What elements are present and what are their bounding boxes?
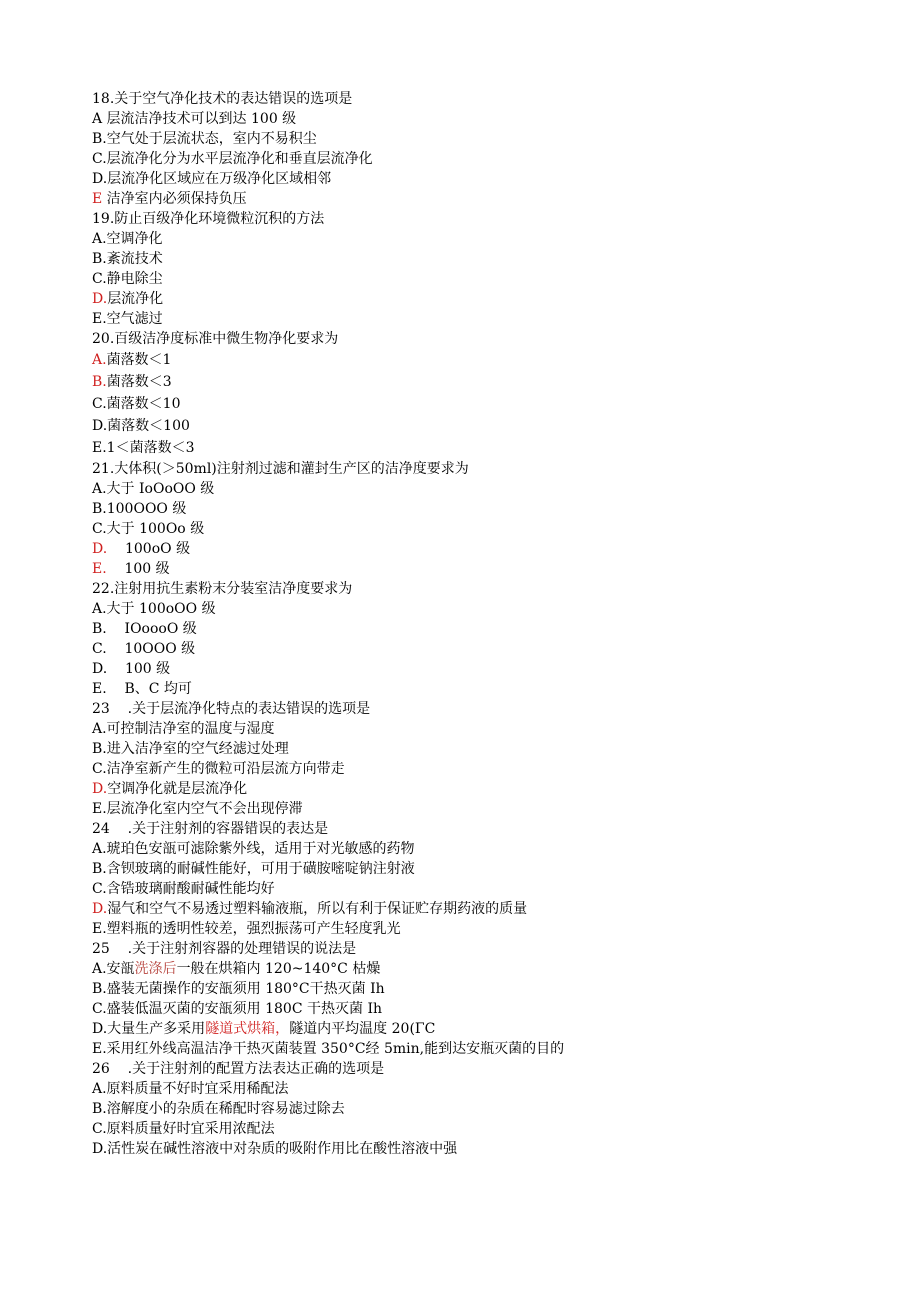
text-segment: 菌落数＜1 (106, 352, 172, 368)
text-line (92, 289, 852, 309)
text-segment: B.进入洁净室的空气经滤过处理 (92, 741, 289, 757)
text-segment: D.活性炭在碱性溶液中对杂质的吸附作用比在酸性溶液中强 (92, 1141, 458, 1157)
text-line (92, 479, 852, 499)
text-segment: C.原料质量好时宜采用浓配法 (92, 1121, 275, 1137)
text-line (92, 415, 852, 437)
text-line (92, 309, 852, 329)
text-segment: 菌落数＜3 (106, 374, 172, 390)
text-segment: D.菌落数＜100 (92, 418, 190, 434)
text-line (92, 559, 852, 579)
text-line (92, 1079, 852, 1099)
text-segment: A.琥珀色安瓿可滤除紫外线，适用于对光敏感的药物 (92, 841, 415, 857)
text-segment: 25 .关于注射剂容器的处理错误的说法是 (92, 941, 357, 957)
text-segment: 湿气和空气不易透过塑料输液瓶，所以有利于保证贮存期药液的质量 (107, 901, 528, 917)
text-line (92, 699, 852, 719)
text-segment: B.100OOO 级 (92, 501, 187, 517)
text-segment: E.塑料瓶的透明性较差，强烈振荡可产生轻度乳光 (92, 921, 401, 937)
text-line (92, 619, 852, 639)
text-segment: 一般在烘箱内 120~140°C 枯燥 (176, 961, 381, 977)
text-segment: C.菌落数＜10 (92, 396, 181, 412)
text-line (92, 349, 852, 371)
text-line (92, 679, 852, 699)
text-segment: 20.百级洁净度标准中微生物净化要求为 (92, 331, 339, 347)
text-line (92, 759, 852, 779)
text-segment: B.空气处于层流状态，室内不易积尘 (92, 131, 317, 147)
text-line (92, 189, 852, 209)
text-segment: 18.关于空气净化技术的表达错误的选项是 (92, 91, 353, 107)
text-line (92, 269, 852, 289)
text-line (92, 329, 852, 349)
text-line (92, 899, 852, 919)
text-segment: C.层流净化分为水平层流净化和垂直层流净化 (92, 151, 373, 167)
text-line (92, 839, 852, 859)
answer-marker: D. (92, 291, 108, 307)
text-line (92, 819, 852, 839)
text-segment: 22.注射用抗生素粉末分装室洁净度要求为 (92, 581, 353, 597)
text-segment: B.盛装无菌操作的安瓿须用 180°C干热灭菌 Ih (92, 981, 385, 997)
text-segment: E.采用红外线高温洁净干热灭菌装置 350°C经 5min,能到达安瓶灭菌的目的 (92, 1041, 565, 1057)
text-line (92, 779, 852, 799)
answer-marker: 隧道式烘箱， (205, 1021, 290, 1037)
text-segment: A.大于 IoOoOO 级 (92, 481, 215, 497)
text-segment: E.空气滤过 (92, 311, 163, 327)
text-segment: D.大量生产多采用 (92, 1021, 206, 1037)
text-line (92, 499, 852, 519)
text-segment: A 层流洁净技术可以到达 100 级 (92, 111, 297, 127)
answer-marker: D. (92, 781, 108, 797)
text-line (92, 393, 852, 415)
text-line (92, 109, 852, 129)
text-line (92, 1039, 852, 1059)
text-segment: C.大于 100Oo 级 (92, 521, 205, 537)
text-segment: B. IOoooO 级 (92, 621, 197, 637)
text-line (92, 459, 852, 479)
text-segment: D.层流净化区域应在万级净化区域相邻 (92, 171, 332, 187)
text-line (92, 1059, 852, 1079)
text-line (92, 169, 852, 189)
answer-marker: D. (92, 541, 108, 557)
text-line (92, 979, 852, 999)
text-segment: C.静电除尘 (92, 271, 163, 287)
text-line (92, 719, 852, 739)
text-line (92, 599, 852, 619)
answer-marker: 洗涤后 (134, 961, 177, 977)
text-line (92, 939, 852, 959)
text-segment: D. 100 级 (92, 661, 171, 677)
text-line (92, 129, 852, 149)
text-line (92, 1139, 852, 1159)
text-line (92, 579, 852, 599)
text-line (92, 999, 852, 1019)
text-segment: 洁净室内必须保持负压 (102, 191, 247, 207)
text-line (92, 859, 852, 879)
text-segment: C.含锆玻璃耐酸耐碱性能均好 (92, 881, 275, 897)
text-line (92, 519, 852, 539)
answer-marker: A. (92, 352, 107, 368)
text-segment: 21.大体积(＞50ml)注射剂过滤和灌封生产区的洁净度要求为 (92, 461, 469, 477)
text-line (92, 371, 852, 393)
text-line (92, 919, 852, 939)
text-line (92, 209, 852, 229)
text-segment: E. B、C 均可 (92, 681, 192, 697)
text-line (92, 739, 852, 759)
text-segment: E.层流净化室内空气不会出现停滞 (92, 801, 303, 817)
text-segment: 100 级 (106, 561, 170, 577)
text-segment: 隧道内平均温度 20(ΓC (289, 1021, 436, 1037)
text-line (92, 799, 852, 819)
text-segment: C.洁净室新产生的微粒可沿层流方向带走 (92, 761, 345, 777)
text-segment: B.溶解度小的杂质在稀配时容易滤过除去 (92, 1101, 345, 1117)
text-line (92, 959, 852, 979)
text-line (92, 149, 852, 169)
text-segment: C.盛装低温灭菌的安瓿须用 180C 干热灭菌 Ih (92, 1001, 382, 1017)
text-segment: 空调净化就是层流净化 (107, 781, 248, 797)
text-segment: A.原料质量不好时宜采用稀配法 (92, 1081, 289, 1097)
text-segment: 层流净化 (107, 291, 164, 307)
text-segment: C. 10OOO 级 (92, 641, 196, 657)
text-segment: A.大于 100oOO 级 (92, 601, 216, 617)
answer-marker: E. (92, 561, 107, 577)
text-segment: A.空调净化 (92, 231, 163, 247)
answer-marker: D. (92, 901, 108, 917)
text-line (92, 659, 852, 679)
text-line (92, 1099, 852, 1119)
answer-marker: E (92, 191, 103, 207)
text-line (92, 879, 852, 899)
text-segment: 23 .关于层流净化特点的表达错误的选项是 (92, 701, 371, 717)
text-segment: 100oO 级 (107, 541, 191, 557)
document-page (92, 89, 852, 1159)
text-segment: 26 .关于注射剂的配置方法表达正确的选项是 (92, 1061, 385, 1077)
text-segment: A.安瓿 (92, 961, 135, 977)
text-line (92, 249, 852, 269)
text-segment: A.可控制洁净室的温度与湿度 (92, 721, 275, 737)
text-segment: 24 .关于注射剂的容器错误的表达是 (92, 821, 329, 837)
text-line (92, 229, 852, 249)
text-line (92, 639, 852, 659)
text-line (92, 89, 852, 109)
text-line (92, 437, 852, 459)
text-segment: B.紊流技术 (92, 251, 163, 267)
text-segment: B.含钡玻璃的耐碱性能好，可用于磺胺嘧啶钠注射液 (92, 861, 415, 877)
text-line (92, 539, 852, 559)
text-line (92, 1119, 852, 1139)
answer-marker: B. (92, 374, 107, 390)
text-segment: E.1＜菌落数＜3 (92, 440, 195, 456)
text-line (92, 1019, 852, 1039)
text-segment: 19.防止百级净化环境微粒沉积的方法 (92, 211, 325, 227)
